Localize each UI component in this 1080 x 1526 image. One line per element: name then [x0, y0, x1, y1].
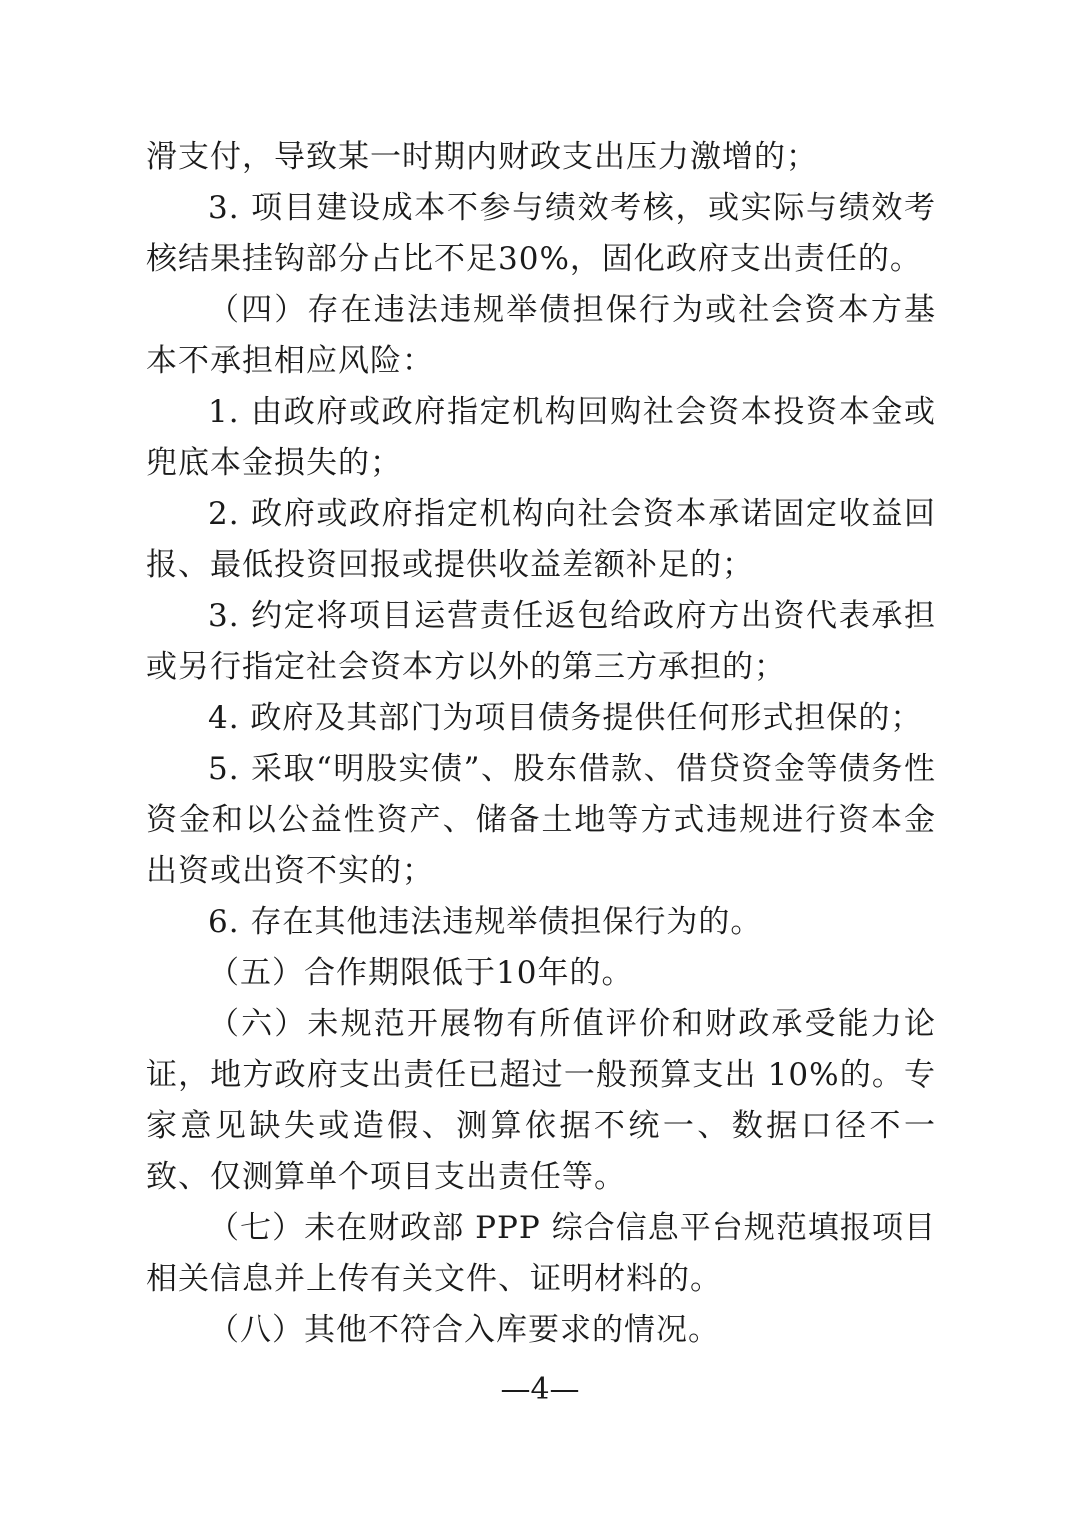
paragraph: （七）未在财政部 PPP 综合信息平台规范填报项目相关信息并上传有关文件、证明材料的。 [146, 1210, 936, 1297]
page-number: —4— [500, 1372, 580, 1407]
paragraph: 6. 存在其他违法违规举债担保行为的。 [208, 904, 763, 940]
paragraph: （八）其他不符合入库要求的情况。 [208, 1312, 720, 1348]
paragraph: 2. 政府或政府指定机构向社会资本承诺固定收益回报、最低投资回报或提供收益差额补足的； [146, 496, 936, 583]
paragraph: 5. 采取“明股实债”、股东借款、借贷资金等债务性资金和以公益性资产、储备土地等方式违规进行资本金出资或出资不实的； [146, 751, 936, 889]
paragraph: 滑支付，导致某一时期内财政支出压力激增的； [146, 139, 818, 175]
paragraph: 4. 政府及其部门为项目债务提供任何形式担保的； [208, 700, 923, 736]
paragraph: （四）存在违法违规举债担保行为或社会资本方基本不承担相应风险： [146, 292, 936, 379]
paragraph: 3. 约定将项目运营责任返包给政府方出资代表承担或另行指定社会资本方以外的第三方承担的； [146, 598, 936, 685]
paragraph: （五）合作期限低于10年的。 [208, 955, 634, 991]
paragraph: 1. 由政府或政府指定机构回购社会资本投资本金或兜底本金损失的； [146, 394, 936, 481]
paragraph: 3. 项目建设成本不参与绩效考核，或实际与绩效考核结果挂钩部分占比不足30%，固化政府支出责任的。 [146, 190, 936, 277]
paragraph: （六）未规范开展物有所值评价和财政承受能力论证，地方政府支出责任已超过一般预算支出 10%的。专家意见缺失或造假、测算依据不统一、数据口径不一致、仅测算单个项目支出责任等。 [146, 1006, 936, 1195]
document-body [146, 132, 936, 1356]
